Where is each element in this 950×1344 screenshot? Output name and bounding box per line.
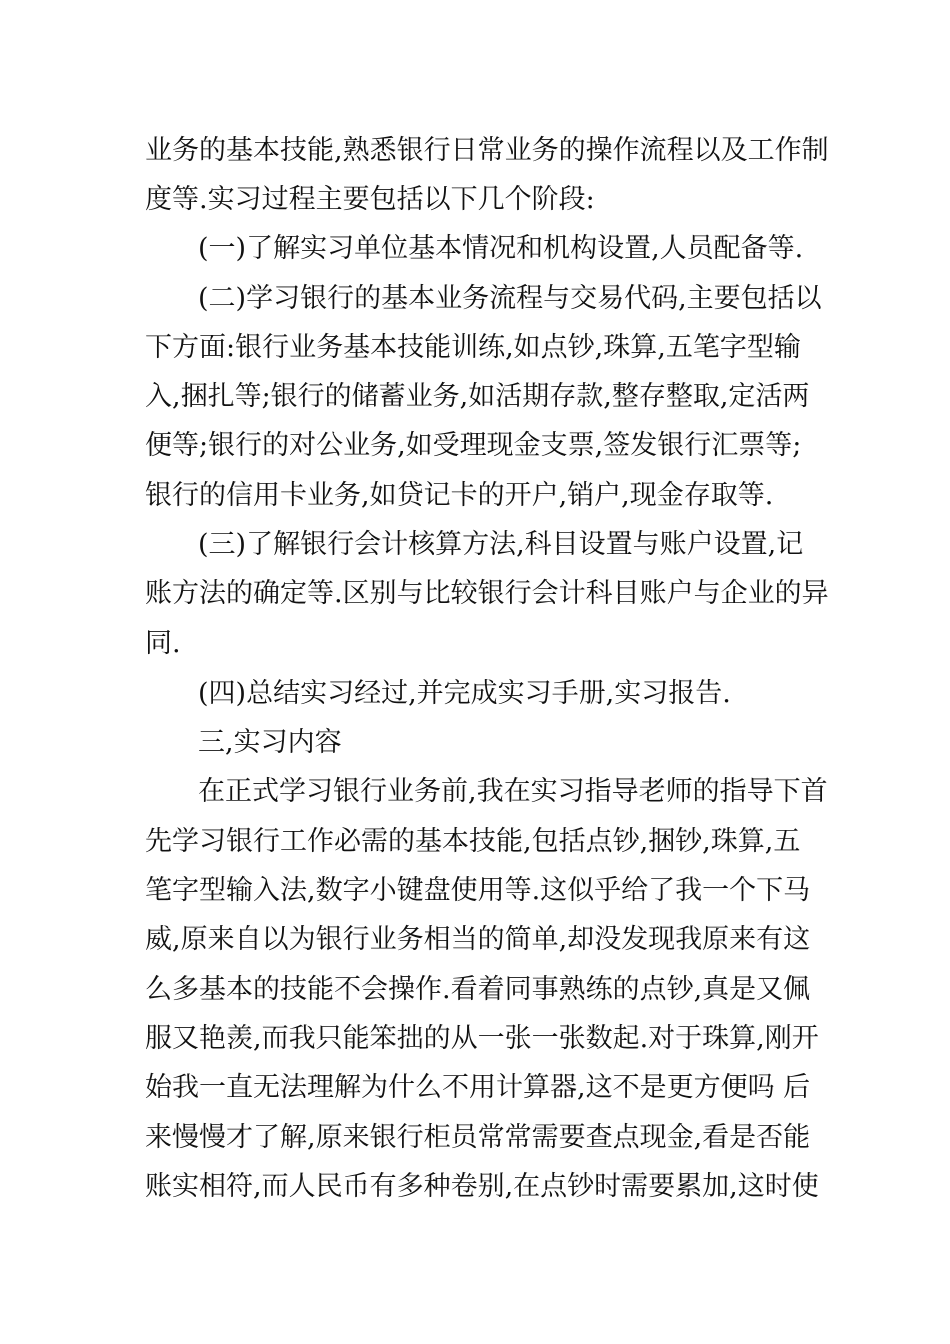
text-line: 来慢慢才了解,原来银行柜员常常需要查点现金,看是否能 [145, 1122, 811, 1153]
text-line: 便等;银行的对公业务,如受理现金支票,签发银行汇票等; [145, 430, 802, 461]
text-line: 服又艳羡,而我只能笨拙的从一张一张数起.对于珠算,刚开 [145, 1023, 819, 1054]
text-line: 始我一直无法理解为什么不用计算器,这不是更方便吗 后 [145, 1072, 811, 1103]
text-line: 账方法的确定等.区别与比较银行会计科目账户与企业的异 [145, 578, 829, 609]
text-line: 笔字型输入法,数字小键盘使用等.这似乎给了我一个下马 [145, 875, 811, 906]
text-line: 银行的信用卡业务,如贷记卡的开户,销户,现金存取等. [145, 480, 774, 511]
text-line: 度等.实习过程主要包括以下几个阶段: [145, 184, 595, 215]
section-heading: 三,实习内容 [198, 727, 342, 758]
text-line: 同. [145, 628, 181, 659]
text-line: 入,捆扎等;银行的储蓄业务,如活期存款,整存整取,定活两 [145, 381, 810, 412]
text-line: (四)总结实习经过,并完成实习手册,实习报告. [198, 678, 731, 709]
text-line: 下方面:银行业务基本技能训练,如点钞,珠算,五笔字型输 [145, 332, 801, 363]
text-line: 在正式学习银行业务前,我在实习指导老师的指导下首 [198, 776, 828, 807]
text-line: (一)了解实习单位基本情况和机构设置,人员配备等. [198, 233, 804, 264]
text-line: 么多基本的技能不会操作.看着同事熟练的点钞,真是又佩 [145, 974, 811, 1005]
text-line: (二)学习银行的基本业务流程与交易代码,主要包括以 [198, 283, 822, 314]
text-line: 账实相符,而人民币有多种卷别,在点钞时需要累加,这时使 [145, 1171, 819, 1202]
text-line: (三)了解银行会计核算方法,科目设置与账户设置,记 [198, 529, 804, 560]
text-line: 业务的基本技能,熟悉银行日常业务的操作流程以及工作制 [145, 135, 829, 166]
text-line: 先学习银行工作必需的基本技能,包括点钞,捆钞,珠算,五 [145, 826, 801, 857]
text-line: 威,原来自以为银行业务相当的简单,却没发现我原来有这 [145, 924, 811, 955]
